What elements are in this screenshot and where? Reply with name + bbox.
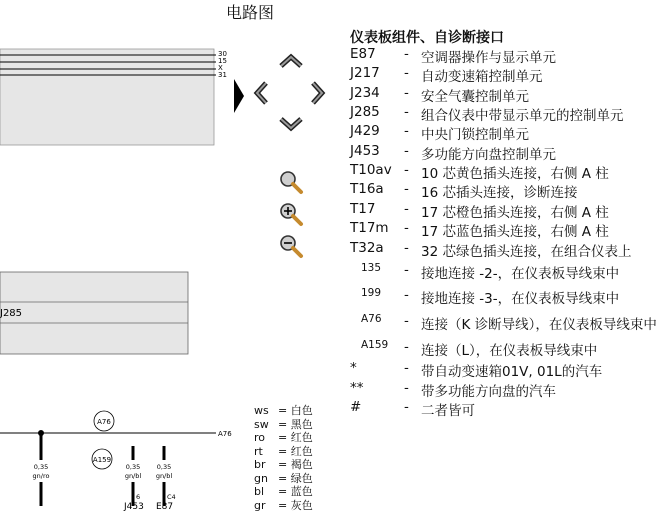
- bus-label-x: X: [218, 64, 223, 72]
- legend-dash: -: [404, 360, 409, 376]
- color-key-code: br: [254, 458, 266, 471]
- legend-dash: -: [404, 240, 409, 256]
- color-key-code: gn: [254, 471, 268, 485]
- legend-code: A159: [361, 339, 389, 351]
- fuse-box-panel: [0, 49, 214, 145]
- wire-color-2: gn/bl: [124, 472, 142, 480]
- wire-color-1: gn/ro: [32, 472, 50, 480]
- row-label-j285: J285: [0, 308, 23, 319]
- pin-label-6: 6: [136, 493, 141, 501]
- color-key-value: = 绿色: [278, 471, 313, 485]
- pan-up-icon[interactable]: [278, 52, 304, 70]
- wire-size-3: 0,35: [156, 463, 172, 471]
- legend-dash: -: [404, 399, 409, 415]
- legend-dash: -: [404, 143, 409, 159]
- pan-left-icon[interactable]: [252, 80, 270, 106]
- legend-dash: -: [404, 262, 409, 278]
- legend-dash: -: [404, 46, 409, 62]
- connector-label-a76: A76: [97, 418, 111, 426]
- page-title: 电路图: [225, 3, 274, 22]
- color-key-code: gr: [254, 498, 266, 512]
- legend-title: 仪表板组件、自诊断接口: [350, 30, 504, 46]
- legend-description: 17 芯蓝色插头连接，右侧 A 柱: [421, 224, 609, 240]
- color-key-value: = 白色: [278, 404, 313, 417]
- legend-description: 连接（K 诊断导线），在仪表板导线束中: [421, 317, 657, 333]
- component-label-j453: J453: [124, 502, 144, 512]
- legend-description: 带自动变速箱01V, 01L的汽车: [421, 364, 603, 380]
- color-key-value: = 灰色: [278, 498, 313, 512]
- legend-code: J429: [350, 123, 380, 139]
- legend-dash: -: [404, 162, 409, 178]
- legend-description: 连接（L），在仪表板导线束中: [421, 343, 598, 359]
- legend-description: 多功能方向盘控制单元: [421, 147, 556, 163]
- legend-description: 安全气囊控制单元: [421, 89, 529, 105]
- pan-right-icon[interactable]: [309, 80, 327, 106]
- legend-code: T17: [350, 201, 376, 217]
- legend-description: 接地连接 -2-，在仪表板导线束中: [421, 266, 620, 282]
- legend-code: E87: [350, 46, 376, 62]
- legend-code: 199: [361, 287, 382, 299]
- color-key-code: ro: [254, 431, 266, 444]
- zoom-out-icon[interactable]: [278, 234, 304, 258]
- next-page-arrow-icon[interactable]: [233, 78, 245, 114]
- component-label-e87: E87: [156, 502, 174, 512]
- legend-description: 32 芯绿色插头连接，在组合仪表上: [421, 244, 632, 260]
- legend-description: 接地连接 -3-，在仪表板导线束中: [421, 291, 620, 307]
- legend-dash: -: [404, 181, 409, 197]
- legend-dash: -: [404, 201, 409, 217]
- legend-code: 135: [361, 262, 382, 274]
- legend-code: T10av: [350, 162, 392, 178]
- zoom-in-icon[interactable]: [278, 202, 304, 226]
- legend-description: 二者皆可: [421, 403, 475, 419]
- legend-dash: -: [404, 104, 409, 120]
- color-key-code: rt: [254, 444, 263, 458]
- connector-label-a159: A159: [92, 456, 112, 464]
- bus-label-31: 31: [218, 71, 227, 79]
- wire-a76-label: A76: [218, 430, 232, 438]
- legend-dash: -: [404, 220, 409, 236]
- zoom-fit-icon[interactable]: [278, 170, 304, 194]
- legend-description: 中央门锁控制单元: [421, 127, 529, 143]
- bus-label-15: 15: [218, 57, 227, 65]
- legend-code: #: [350, 399, 362, 415]
- legend-dash: -: [404, 85, 409, 101]
- wire-size-1: 0,35: [33, 463, 49, 471]
- color-key-code: sw: [254, 417, 269, 431]
- legend-code: J285: [350, 104, 380, 120]
- color-key-code: ws: [254, 404, 269, 417]
- color-key-value: = 红色: [278, 431, 313, 444]
- color-key-value: = 红色: [278, 444, 313, 458]
- pin-label-c4: C4: [167, 493, 176, 501]
- legend-dash: -: [404, 339, 409, 355]
- legend-code: *: [350, 360, 357, 376]
- legend-dash: -: [404, 313, 409, 329]
- legend-code: J217: [350, 65, 380, 81]
- legend-description: 16 芯插头连接，诊断连接: [421, 185, 578, 201]
- instrument-cluster-box: [0, 272, 188, 354]
- legend-description: 组合仪表中带显示单元的控制单元: [421, 108, 624, 124]
- color-key-value: = 黑色: [278, 417, 313, 431]
- legend-dash: -: [404, 380, 409, 396]
- wire-color-3: gn/bl: [155, 472, 173, 480]
- color-key-row: [254, 497, 313, 513]
- legend-code: **: [350, 380, 364, 396]
- legend-code: J234: [350, 85, 380, 101]
- color-key-value: = 蓝色: [278, 485, 313, 498]
- legend-dash: -: [404, 287, 409, 303]
- bus-label-30: 30: [218, 50, 227, 58]
- legend-code: T32a: [350, 240, 384, 256]
- pan-down-icon[interactable]: [278, 115, 304, 133]
- legend-code: T17m: [350, 220, 389, 236]
- legend-dash: -: [404, 65, 409, 81]
- legend-code: J453: [350, 143, 380, 159]
- legend-dash: -: [404, 123, 409, 139]
- legend-description: 自动变速箱控制单元: [421, 69, 543, 85]
- legend-code: T16a: [350, 181, 384, 197]
- legend-description: 空调器操作与显示单元: [421, 50, 556, 66]
- wire-size-2: 0,35: [125, 463, 141, 471]
- legend-description: 17 芯橙色插头连接，右侧 A 柱: [421, 205, 609, 221]
- color-key-code: bl: [254, 485, 265, 498]
- legend-code: A76: [361, 313, 382, 325]
- legend-description: 10 芯黄色插头连接，右侧 A 柱: [421, 166, 609, 182]
- legend-description: 带多功能方向盘的汽车: [421, 384, 556, 400]
- color-key-value: = 褐色: [278, 458, 313, 471]
